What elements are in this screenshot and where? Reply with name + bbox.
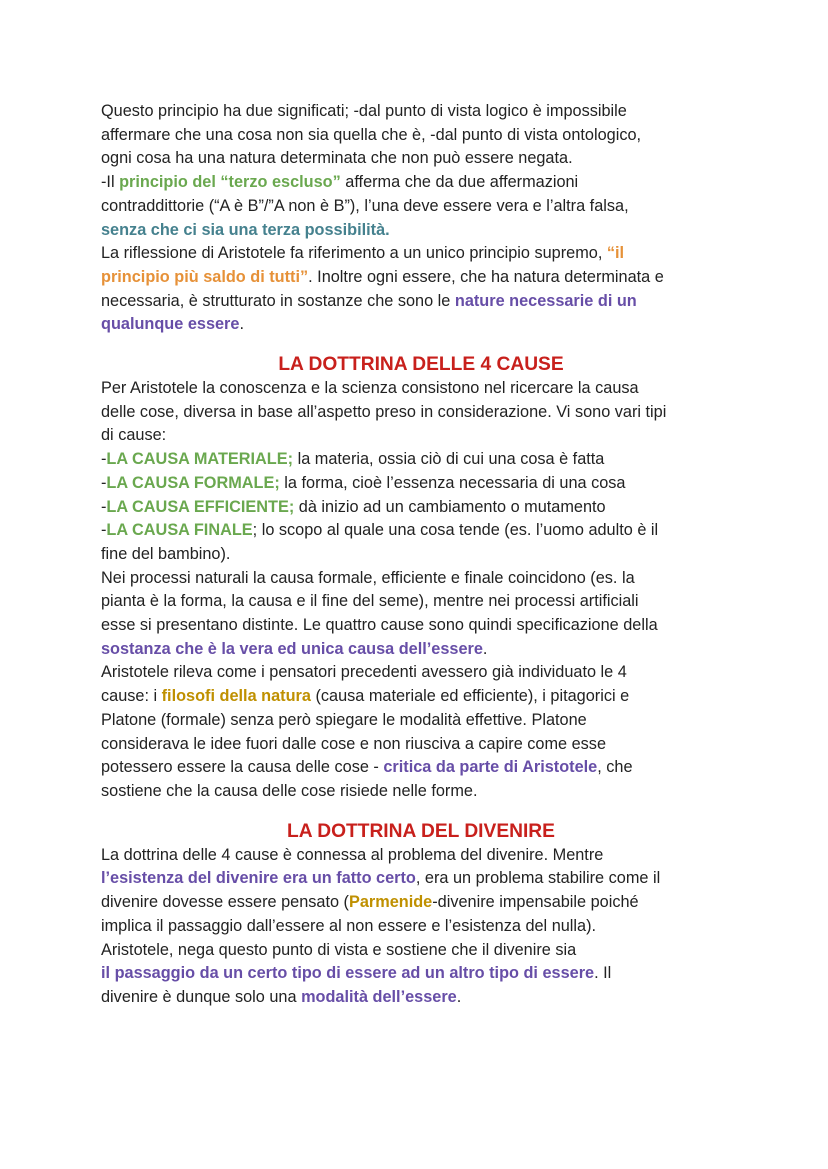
text-line: [101, 100, 741, 124]
text-line: [101, 915, 741, 939]
highlight-filosofi-natura: filosofi della natura: [161, 687, 311, 706]
text: .: [482, 639, 488, 658]
text: ; lo scopo al quale una cosa tende (es. l’uomo adulto è il: [252, 521, 659, 540]
text-line: [101, 424, 741, 448]
text-line: [101, 638, 741, 662]
text-line: [101, 377, 741, 401]
text: , che: [597, 758, 633, 777]
highlight-terza-possibilita: senza che ci sia una terza possibilità: [101, 220, 386, 239]
text-line: [101, 844, 741, 868]
text-line: [101, 986, 741, 1010]
text: considerava le idee fuori dalle cose e non riusciva a capire come esse: [101, 734, 606, 753]
text: Platone (formale) senza però spiegare le modalità effettive. Platone: [101, 710, 587, 729]
text: esse si presentano distinte. Le quattro cause sono quindi specificazione della: [101, 616, 658, 635]
text-line: [101, 219, 741, 243]
text: la materia, ossia ciò di cui una cosa è fatta: [293, 450, 605, 469]
text: La riflessione di Aristotele fa riferimento a un unico principio supremo,: [101, 244, 607, 263]
text: Questo principio ha due significati; -dal punto di vista logico è impossibile: [101, 102, 627, 120]
text-line: [101, 195, 741, 219]
text: la forma, cioè l’essenza necessaria di una cosa: [279, 473, 626, 492]
text: .: [456, 987, 462, 1006]
highlight-nature-necessarie: nature necessarie di un: [454, 291, 637, 310]
text-line: [101, 614, 741, 638]
heading-4-cause: LA DOTTRINA DELLE 4 CAUSE: [278, 354, 564, 376]
highlight-causa: LA CAUSA EFFICIENTE;: [106, 497, 295, 516]
text-line: [101, 733, 741, 757]
text: delle cose, diversa in base all’aspetto preso in considerazione. Vi sono vari tipi: [101, 402, 667, 421]
text-line: [101, 266, 741, 290]
paragraph-cause: [101, 377, 741, 804]
highlight-causa: LA CAUSA FORMALE;: [106, 473, 280, 492]
text: ogni cosa ha una natura determinata che non può essere negata.: [101, 149, 573, 168]
text: La dottrina delle 4 cause è connessa al problema del divenire. Mentre: [101, 845, 604, 864]
text: -: [101, 473, 107, 492]
text-line: [101, 685, 741, 709]
text: afferma che da due affermazioni: [340, 173, 579, 192]
text-line: [101, 939, 741, 963]
text: Per Aristotele la conoscenza e la scienza consistono nel ricercare la causa: [101, 379, 639, 398]
text: affermare che una cosa non sia quella che è, -dal punto di vista ontologico,: [101, 125, 642, 144]
text-line: [101, 867, 741, 891]
paragraph-divenire: [101, 844, 741, 1010]
text-line: [101, 780, 741, 804]
text: implica il passaggio dall’essere al non essere e l’esistenza del nulla).: [101, 916, 597, 935]
list-item-causa-finale: [101, 519, 741, 543]
text: .: [239, 315, 244, 334]
text: contraddittorie (“A è B”/”A non è B”), l’una deve essere vera e l’altra falsa,: [101, 196, 629, 215]
text: divenire è dunque solo una: [101, 987, 302, 1006]
text-line: [101, 242, 741, 266]
text: .: [385, 220, 390, 239]
text-line: [101, 171, 741, 195]
highlight-causa: LA CAUSA FINALE: [106, 521, 253, 540]
highlight-terzo-escluso: principio del “terzo escluso”: [119, 173, 341, 192]
highlight-passaggio: il passaggio da un certo tipo di essere ad un altro tipo di essere: [101, 964, 595, 983]
text: , era un problema stabilire come il: [415, 869, 661, 888]
text: -: [101, 521, 107, 540]
text: Aristotele, nega questo punto di vista e sostiene che il divenire sia: [101, 940, 577, 959]
text: -Il: [101, 173, 120, 192]
text-line: [101, 891, 741, 915]
highlight-principio-saldo: “il: [606, 244, 625, 263]
text: dà inizio ad un cambiamento o mutamento: [294, 497, 606, 516]
text: -: [101, 450, 107, 469]
text-line: [101, 124, 741, 148]
text: Nei processi naturali la causa formale, efficiente e finale coincidono (es. la: [101, 568, 635, 587]
text: pianta è la forma, la causa e il fine del seme), mentre nei processi artificiali: [101, 592, 639, 611]
text-line: [101, 756, 741, 780]
text: sostiene che la causa delle cose risiede nelle forme.: [101, 781, 478, 800]
text: (causa materiale ed efficiente), i pitagorici e: [310, 687, 630, 706]
list-item-causa-materiale: [101, 448, 741, 472]
text-line: [101, 567, 741, 591]
text: . Inoltre ogni essere, che ha natura determinata e: [308, 267, 664, 286]
text: potessero essere la causa delle cose -: [101, 758, 384, 777]
text: necessaria, è strutturato in sostanze che sono le: [101, 291, 455, 310]
highlight-nature-necessarie: qualunque essere: [101, 315, 240, 334]
text: . Il: [594, 964, 612, 983]
text: Aristotele rileva come i pensatori precedenti avessero già individuato le 4: [101, 663, 627, 682]
heading-divenire: LA DOTTRINA DEL DIVENIRE: [287, 820, 555, 842]
text-line: [101, 290, 741, 314]
highlight-principio-saldo: principio più saldo di tutti”: [101, 267, 309, 286]
highlight-esistenza-divenire: l’esistenza del divenire era un fatto certo: [101, 869, 416, 888]
text: cause: i: [101, 687, 162, 706]
document-page: [101, 100, 741, 1010]
text-line: [101, 661, 741, 685]
highlight-sostanza: sostanza che è la vera ed unica causa dell’essere: [101, 639, 483, 658]
text: di cause:: [101, 426, 167, 445]
text-line: [101, 313, 741, 337]
text-line: [101, 962, 741, 986]
text-line: [101, 401, 741, 425]
text: -divenire impensabile poiché: [432, 893, 639, 912]
text-line: [101, 709, 741, 733]
highlight-causa: LA CAUSA MATERIALE;: [106, 450, 294, 469]
text: fine del bambino).: [101, 544, 231, 563]
text: divenire dovesse essere pensato (: [101, 893, 349, 912]
text-line: [101, 590, 741, 614]
highlight-modalita: modalità dell’essere: [301, 987, 457, 1006]
text: -: [101, 497, 107, 516]
list-item-causa-formale: [101, 472, 741, 496]
list-item-causa-efficiente: [101, 496, 741, 520]
text-line: [101, 147, 741, 171]
paragraph-principles: [101, 100, 741, 337]
highlight-critica: critica da parte di Aristotele: [383, 758, 598, 777]
highlight-parmenide: Parmenide: [348, 893, 433, 912]
text-line: [101, 543, 741, 567]
